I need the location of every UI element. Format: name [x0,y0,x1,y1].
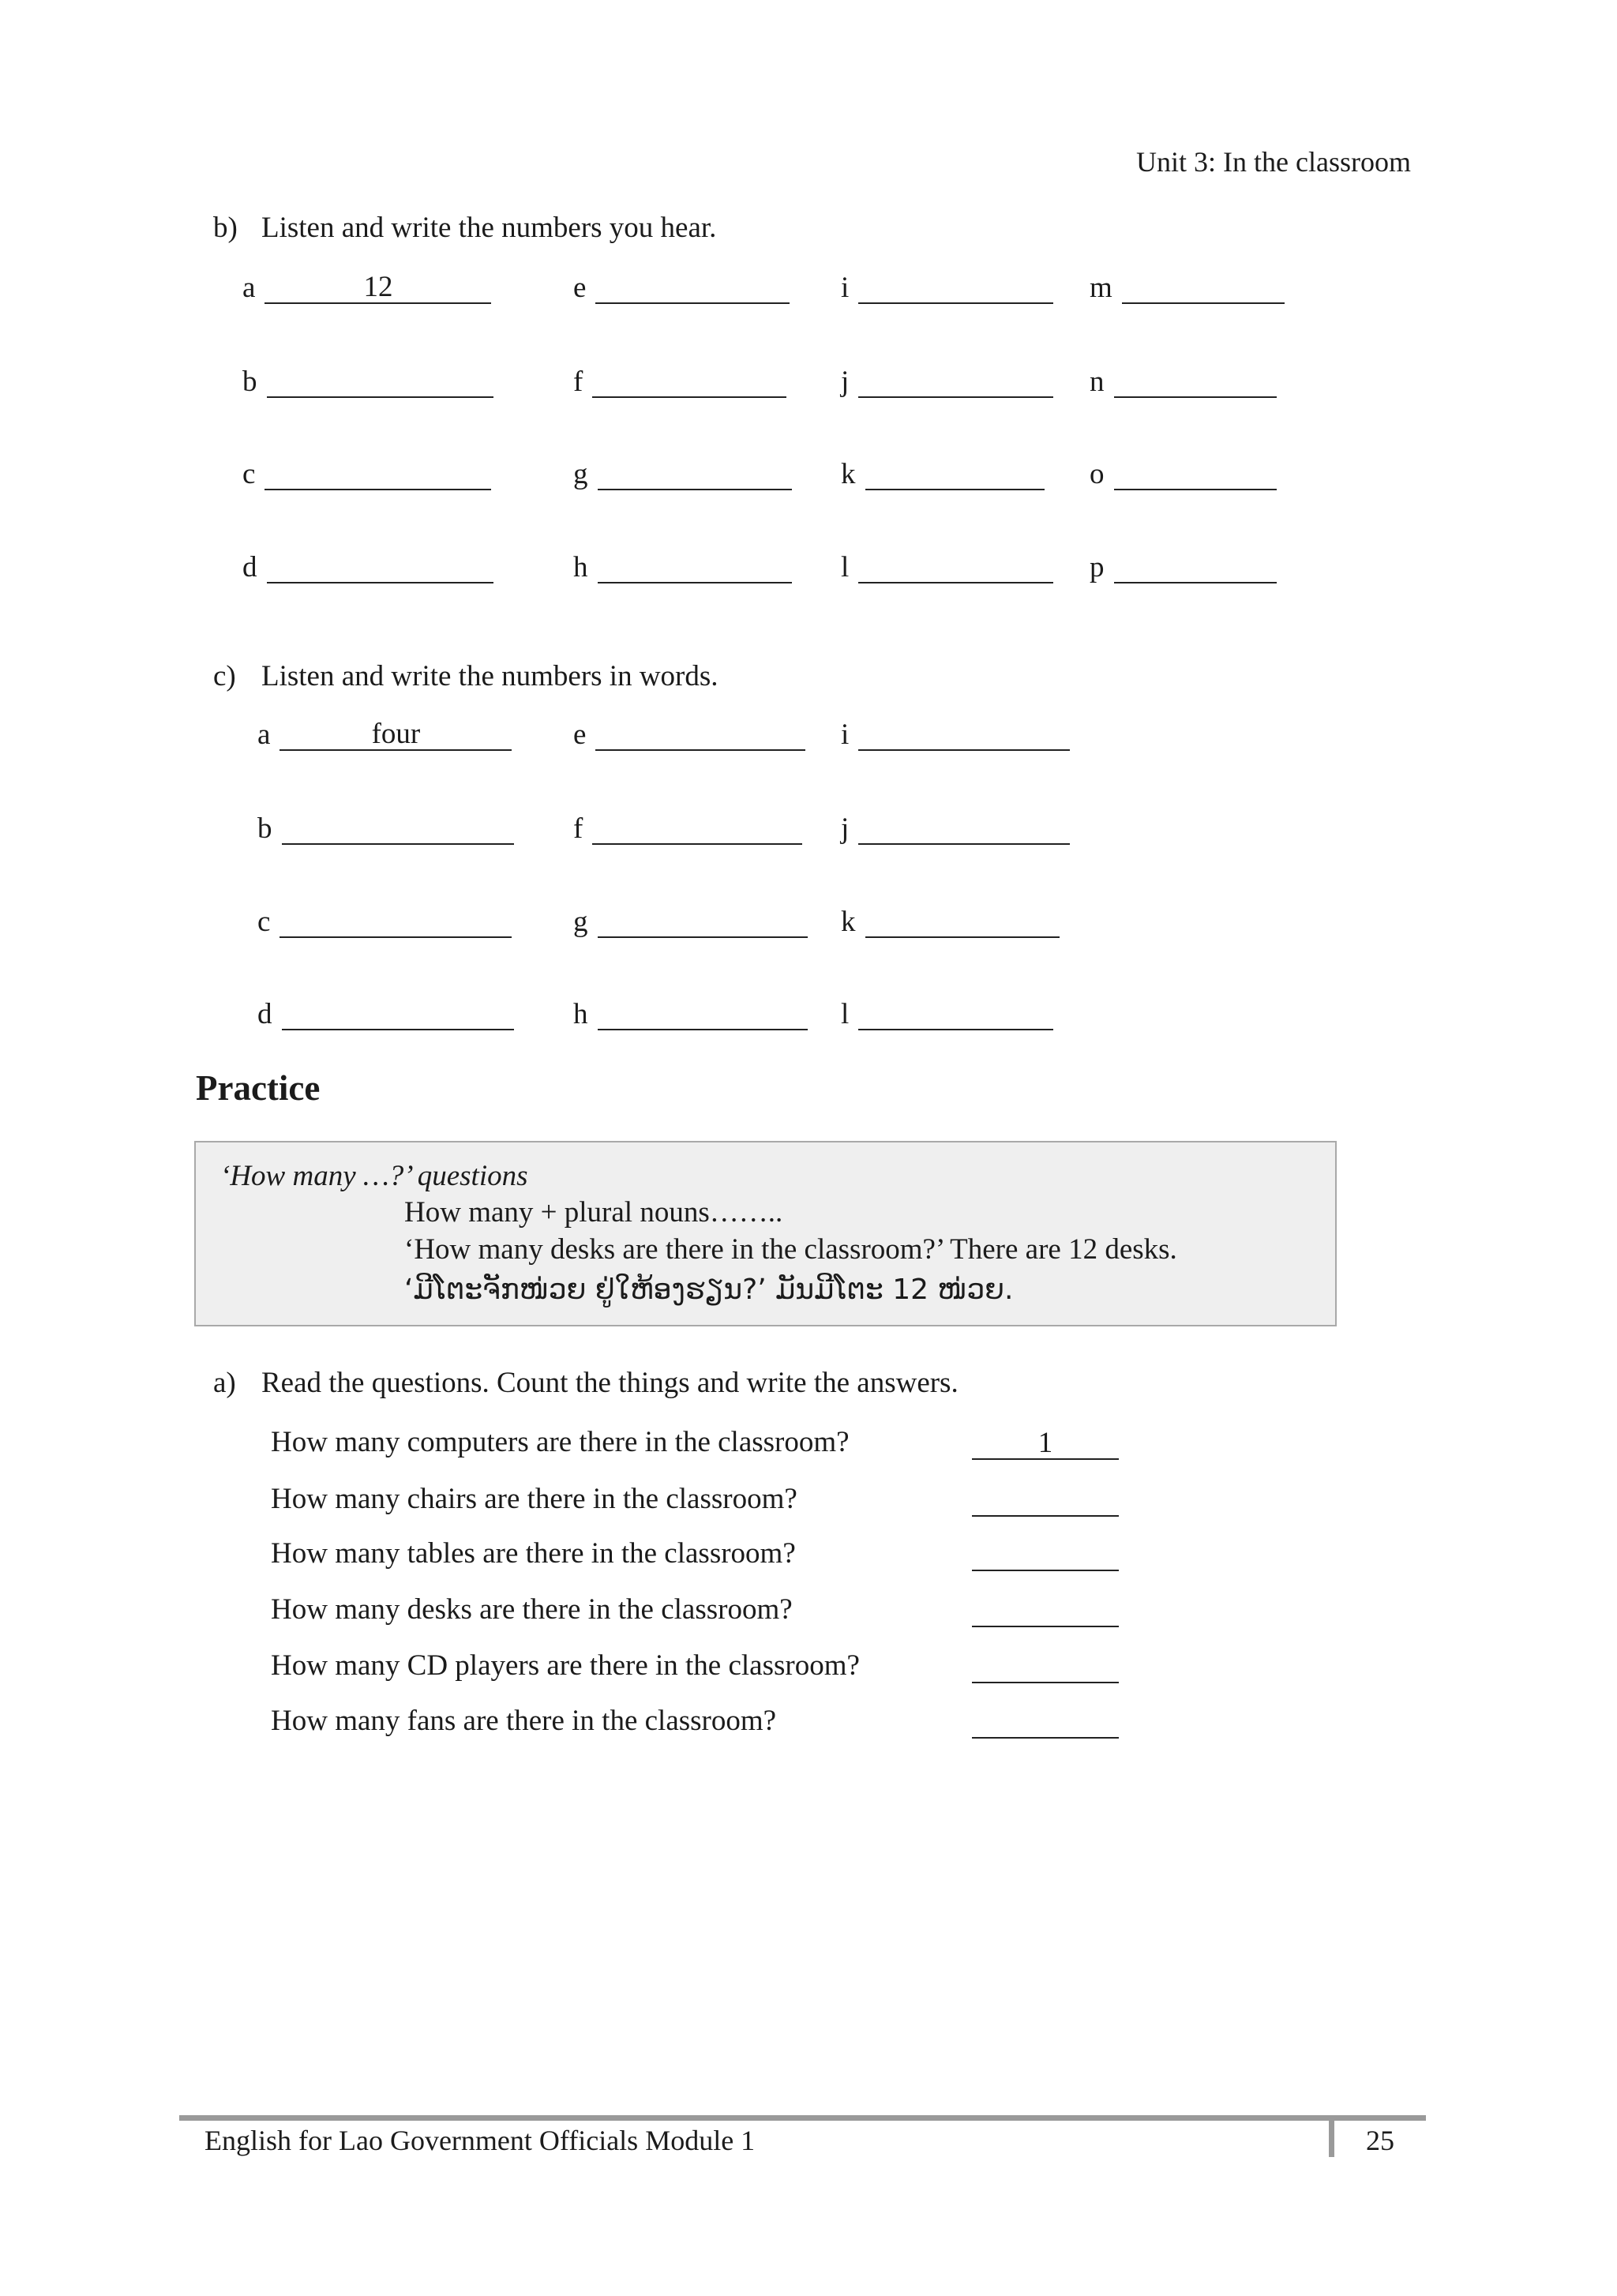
item-letter: i [841,272,850,304]
section-b-item-g [573,459,792,490]
question-row [271,1593,1119,1627]
answer-blank [972,1485,1119,1517]
section-a-label: a) [213,1367,236,1399]
item-letter: e [573,272,587,304]
item-letter: g [573,458,588,490]
practice-heading: Practice [196,1068,321,1108]
answer-blank [280,906,512,938]
section-b-item-k [841,459,1045,490]
section-b-item-d [242,552,493,583]
grammar-example-english: ‘How many desks are there in the classroom?’ There are 12 desks. [404,1233,1177,1266]
grammar-box-title: ‘How many …?’ questions [220,1160,528,1192]
section-b-item-h [573,552,792,583]
question-row [271,1536,1119,1571]
section-a-instruction-row [213,1366,959,1401]
answer-blank: four [280,719,512,751]
item-letter: c [257,906,271,938]
item-letter: l [841,998,850,1030]
section-c-item-a [257,719,512,751]
section-c-instruction: Listen and write the numbers in words. [261,660,718,692]
section-c-item-b [257,813,514,845]
answer-blank [595,719,805,751]
answer-blank [595,272,790,304]
item-letter: l [841,551,850,583]
answer-blank: 12 [264,272,491,304]
section-b-item-b [242,366,493,398]
answer-blank [972,1707,1119,1739]
section-c-item-e [573,719,805,751]
answer-blank [598,459,792,490]
question-row [271,1649,1119,1683]
item-letter: e [573,718,587,751]
section-c-item-i [841,719,1070,751]
section-b-item-p [1090,552,1277,583]
section-c-item-l [841,999,1053,1030]
answer-blank [858,552,1053,583]
section-b-item-c [242,459,491,490]
answer-blank [267,366,493,398]
answer-blank [592,813,802,845]
section-b-item-l [841,552,1053,583]
answer-blank [858,272,1053,304]
answer-blank [592,366,786,398]
footer-rule [179,2115,1426,2121]
section-b-item-o [1090,459,1277,490]
grammar-box [194,1141,1337,1326]
question-text: How many computers are there in the classroom? [271,1426,850,1458]
section-c-item-f [573,813,802,845]
answer-blank [1114,552,1277,583]
question-text: How many tables are there in the classroom? [271,1537,796,1570]
item-letter: f [573,366,583,398]
item-letter: b [257,812,272,845]
item-letter: d [257,998,272,1030]
item-letter: h [573,998,588,1030]
section-a-instruction: Read the questions. Count the things and write the answers. [261,1367,959,1399]
item-letter: j [841,812,850,845]
answer-blank [858,719,1070,751]
footer-book-title: English for Lao Government Officials Module 1 [204,2125,756,2156]
answer-blank [865,459,1045,490]
answer-blank [598,999,808,1030]
question-row [271,1704,1119,1739]
answer-blank [264,459,491,490]
item-letter: k [841,458,856,490]
item-letter: i [841,718,850,751]
section-b-item-a [242,272,491,304]
section-c-instruction-row [213,659,718,694]
question-text: How many desks are there in the classroom? [271,1593,793,1626]
answer-blank [972,1596,1119,1627]
question-row [271,1482,1119,1517]
question-row [271,1425,1119,1460]
answer-blank [858,366,1053,398]
grammar-pattern: How many + plural nouns…….. [404,1196,783,1229]
section-b-item-i [841,272,1053,304]
answer-blank [858,813,1070,845]
item-letter: p [1090,551,1105,583]
answer-blank: 1 [972,1428,1119,1460]
item-letter: g [573,906,588,938]
section-b-instruction-row [213,211,716,246]
section-b-item-m [1090,272,1285,304]
item-letter: h [573,551,588,583]
answer-blank [865,906,1060,938]
answer-blank [858,999,1053,1030]
section-c-label: c) [213,660,236,692]
section-b-item-e [573,272,790,304]
section-c-item-g [573,906,808,938]
grammar-example-lao: ‘ມີໂຕະຈັກໜ່ວຍ ຢູ່ໃຫ້ອງຮຽນ?’ ມັນມີໂຕະ 12 ໜ່ວຍ. [404,1274,1014,1306]
answer-blank [972,1540,1119,1571]
section-b-label: b) [213,212,238,244]
section-c-item-k [841,906,1060,938]
item-letter: a [242,272,256,304]
answer-blank [267,552,493,583]
answer-blank [1114,459,1277,490]
item-letter: k [841,906,856,938]
unit-header: Unit 3: In the classroom [1136,146,1411,178]
section-b-item-f [573,366,786,398]
answer-blank [972,1652,1119,1683]
item-letter: m [1090,272,1112,304]
section-c-item-h [573,999,808,1030]
footer-divider [1329,2115,1334,2157]
answer-blank [1114,366,1277,398]
item-letter: b [242,366,257,398]
item-letter: d [242,551,257,583]
answer-blank [282,813,514,845]
item-letter: c [242,458,256,490]
section-c-item-d [257,999,514,1030]
section-c-item-j [841,813,1070,845]
section-b-item-j [841,366,1053,398]
item-letter: n [1090,366,1105,398]
section-b-item-n [1090,366,1277,398]
page-number: 25 [1366,2125,1394,2156]
item-letter: j [841,366,850,398]
answer-blank [598,906,808,938]
item-letter: a [257,718,271,751]
section-b-instruction: Listen and write the numbers you hear. [261,212,717,244]
section-c-item-c [257,906,512,938]
question-text: How many fans are there in the classroom? [271,1705,777,1737]
item-letter: f [573,812,583,845]
answer-blank [282,999,514,1030]
question-text: How many CD players are there in the classroom? [271,1649,860,1682]
answer-blank [598,552,792,583]
question-text: How many chairs are there in the classroom? [271,1483,797,1515]
answer-blank [1122,272,1285,304]
item-letter: o [1090,458,1105,490]
